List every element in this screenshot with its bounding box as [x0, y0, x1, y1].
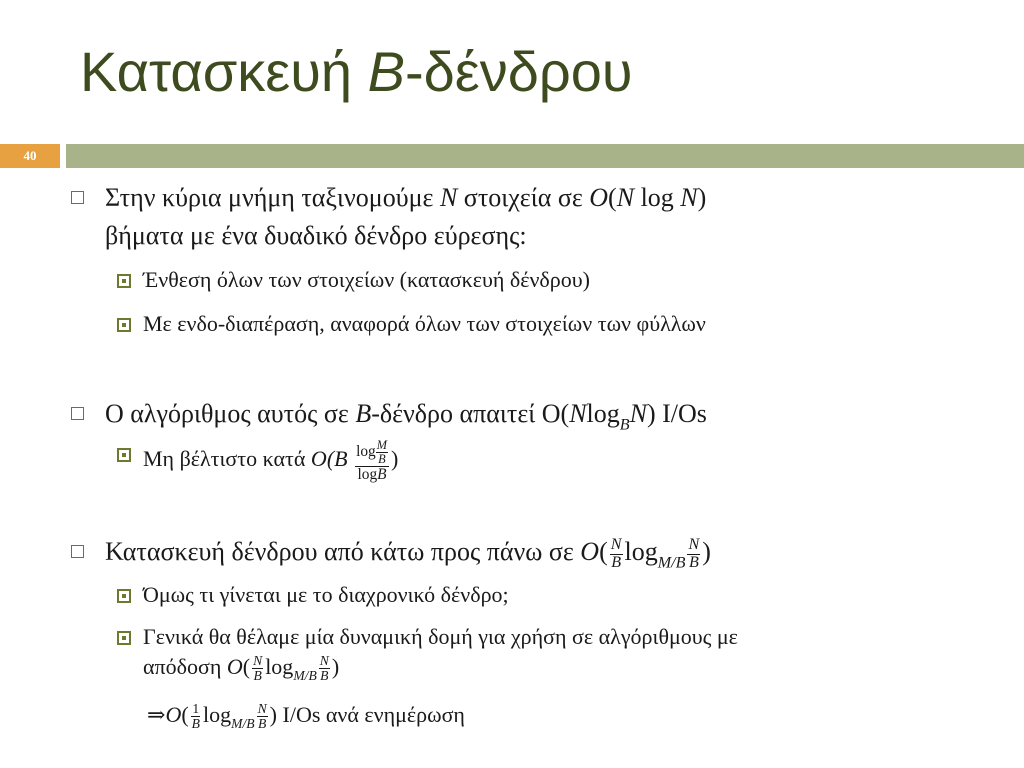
bullet-sort-in-memory: Στην κύρια μνήμη ταξινομούμε N στοιχεία σε O(N log N): [105, 181, 706, 215]
formula-fraction: $\frac{N}{B}$: [319, 653, 329, 684]
formula-fraction: $\frac{N}{B}$: [610, 535, 622, 571]
sub-bullet-insert-all: Ένθεση όλων των στοιχείων (κατασκευή δένδρου): [143, 265, 590, 295]
slide-number: 40: [23, 148, 37, 163]
bullet-bottom-up-construction: Κατασκευή δένδρου από κάτω προς πάνω σε O( $\frac{N}{B}$ $\log_{M/B}$ $\frac{N}{B}$ ): [105, 535, 711, 580]
bullet-sort-in-memory-line2: βήματα με ένα δυαδικό δένδρο εύρεσης:: [105, 221, 527, 250]
formula-fraction: log $\frac{M}{B}$ logB: [356, 438, 388, 483]
filled-square-bullet-icon: [117, 318, 131, 332]
formula-fraction: $\frac{N}{B}$: [688, 535, 700, 571]
square-bullet-icon: [71, 407, 84, 420]
implies-arrow-icon: ⇒: [147, 702, 166, 727]
sub-bullet-inorder-traversal: Με ενδο-διαπέραση, αναφορά όλων των στοιχείων των φύλλων: [143, 309, 706, 339]
slide-title: Κατασκευή B-δένδρου: [80, 40, 633, 103]
formula-fraction: $\frac{N}{B}$: [257, 701, 267, 732]
sub-bullet-per-update-cost: ⇒O( $\frac{1}{B}$ $\log_{M/B}$ $\frac{N}{B}$ ) I/Os ανά ενημέρωση: [147, 701, 465, 732]
filled-square-bullet-icon: [117, 631, 131, 645]
filled-square-bullet-icon: [117, 274, 131, 288]
filled-square-bullet-icon: [117, 448, 131, 462]
square-bullet-icon: [71, 545, 84, 558]
sub-bullet-not-optimal: Μη βέλτιστο κατά O(B log $\frac{M}{B}$ logB ): [143, 439, 398, 483]
square-bullet-icon: [71, 191, 84, 204]
sub-bullet-dynamic-structure: Γενικά θα θέλαμε μία δυναμική δομή για χρήση σε αλγόριθμους με: [143, 622, 738, 652]
formula-fraction: $\frac{1}{B}$: [191, 701, 200, 732]
formula-fraction: $\frac{N}{B}$: [253, 653, 263, 684]
sub-bullet-persistent-tree: Όμως τι γίνεται με το διαχρονικό δένδρο;: [143, 580, 509, 610]
sub-bullet-dynamic-structure-line2: απόδοση O( $\frac{N}{B}$ $\log_{M/B}$ $\frac{N}{B}$ ): [143, 653, 340, 684]
filled-square-bullet-icon: [117, 589, 131, 603]
bullet-btree-algorithm: Ο αλγόριθμος αυτός σε B-δένδρο απαιτεί Ο(Nlog$_B$N) I/Os: [105, 397, 707, 442]
